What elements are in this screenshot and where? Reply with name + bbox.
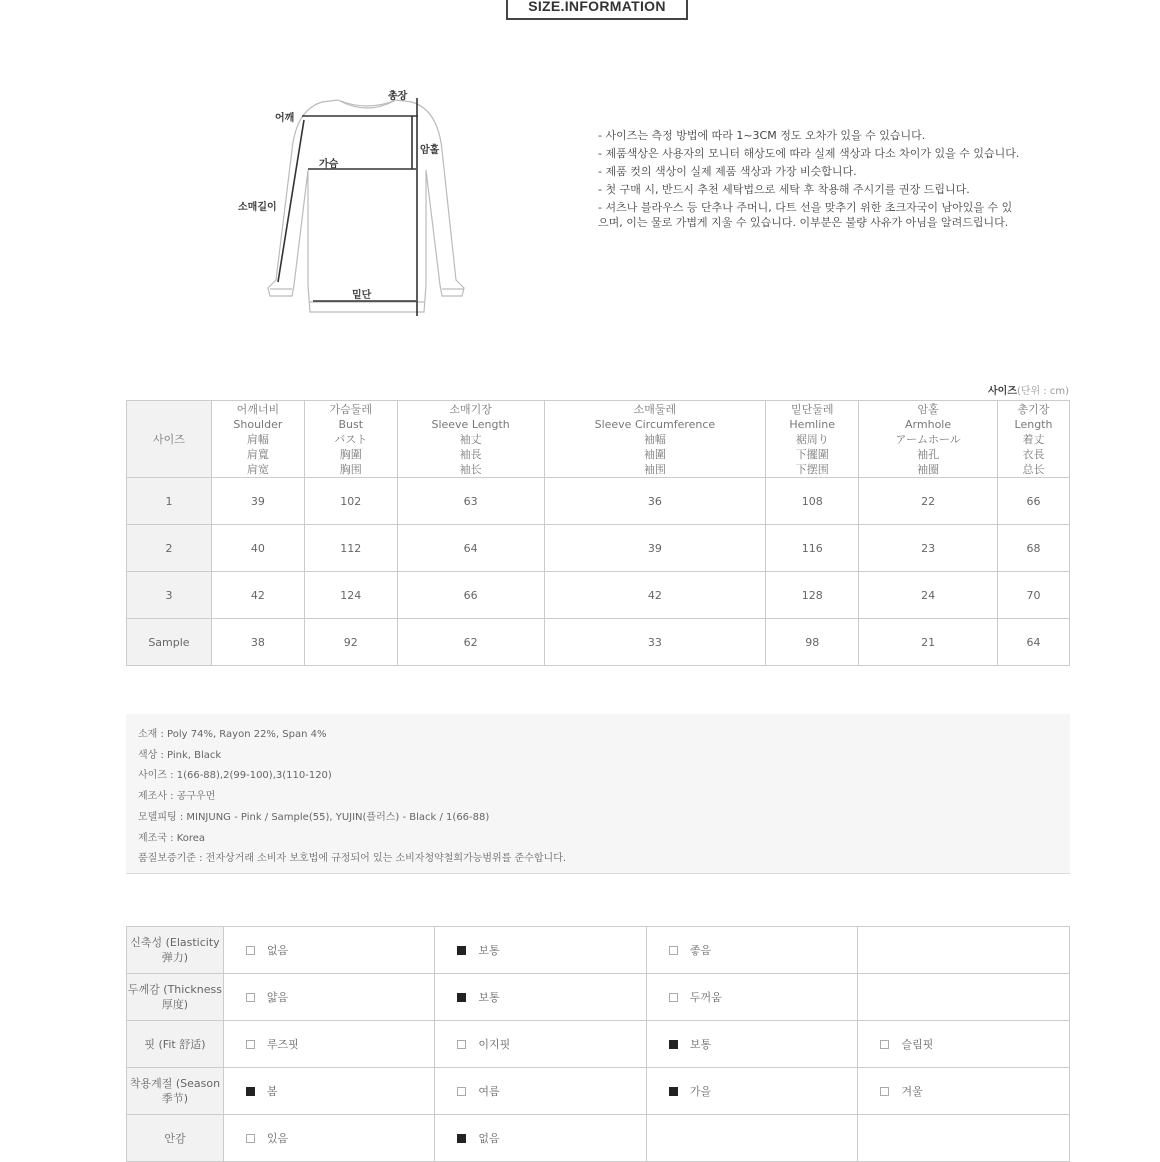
size-name-cell: 3 (127, 572, 212, 619)
table-cell: 24 (859, 572, 998, 619)
option-label: 없음 (266, 944, 289, 957)
info-line: 사이즈 : 1(66-88),2(99-100),3(110-120) (138, 770, 332, 782)
property-option (646, 974, 858, 1021)
size-table-header (127, 401, 1070, 478)
option-label: 이지핏 (478, 1038, 511, 1051)
property-option (223, 974, 435, 1021)
option-label: 여름 (478, 1085, 500, 1098)
table-cell: 63 (397, 478, 544, 525)
size-notes (598, 127, 1068, 229)
unchecked-box-icon (669, 946, 678, 955)
note-line: - 사이즈는 측정 방법에 따라 1~3CM 정도 오차가 있을 수 있습니다. (598, 129, 926, 142)
unchecked-box-icon (669, 993, 678, 1002)
table-cell: 124 (304, 572, 397, 619)
option-label: 슬림핏 (901, 1038, 934, 1051)
size-header-cell: 사이즈 (127, 401, 212, 478)
fabric-properties-table (126, 926, 1070, 1162)
table-cell: 68 (998, 525, 1070, 572)
info-line: 제조사 : 공구우먼 (138, 791, 216, 803)
column-header: 총기장 Length 着丈 衣長 总长 (998, 401, 1070, 478)
checked-box-icon (457, 1134, 466, 1143)
unchecked-box-icon (457, 1040, 466, 1049)
property-label-line: 안감 (164, 1131, 186, 1145)
column-header: 소매기장 Sleeve Length 袖丈 袖長 袖长 (397, 401, 544, 478)
table-cell: 40 (211, 525, 304, 572)
size-name-cell: Sample (127, 619, 212, 666)
table-cell: 42 (211, 572, 304, 619)
property-label-line: 신축성 (Elasticity (130, 936, 220, 949)
table-row (127, 478, 1070, 525)
note-line: - 첫 구매 시, 반드시 추천 세탁법으로 세탁 후 착용해 주시기를 권장 드립니다. (598, 183, 970, 196)
empty-cell (858, 927, 1070, 974)
table-cell: 39 (544, 525, 766, 572)
option-label: 없음 (478, 1132, 500, 1145)
table-cell: 108 (766, 478, 859, 525)
table-cell: 42 (544, 572, 766, 619)
empty-cell (858, 974, 1070, 1021)
option-label: 겨울 (901, 1085, 923, 1098)
empty-cell (646, 1115, 858, 1162)
size-name-cell: 1 (127, 478, 212, 525)
shoulder-label: 어깨 (275, 113, 295, 124)
property-row (127, 927, 1070, 974)
property-label-line: 핏 (Fit 舒适) (144, 1037, 206, 1051)
property-option (223, 1115, 435, 1162)
info-line: 품질보증기준 : 전자상거래 소비자 보호법에 규정되어 있는 소비자청약철회가능범위를 준수합니다. (138, 853, 567, 865)
sleeve-label: 소매길이 (238, 202, 277, 213)
table-cell: 62 (397, 619, 544, 666)
property-option (223, 1068, 435, 1115)
unchecked-box-icon (880, 1087, 889, 1096)
property-row (127, 1115, 1070, 1162)
property-row (127, 1021, 1070, 1068)
armhole-label: 암홀 (420, 145, 440, 156)
column-header: 가슴둘레 Bust バスト 胸圍 胸围 (304, 401, 397, 478)
property-option (435, 1021, 647, 1068)
table-cell: 36 (544, 478, 766, 525)
table-cell: 23 (859, 525, 998, 572)
checked-box-icon (246, 1087, 255, 1096)
property-option (646, 1068, 858, 1115)
column-header: 소매둘레 Sleeve Circumference 袖幅 袖圍 袖围 (544, 401, 766, 478)
property-label-line: 두께감 (Thickness (127, 983, 222, 996)
unit-value: (단위 : cm) (1016, 386, 1070, 397)
property-label-line: 厚度) (161, 998, 189, 1011)
info-line: 색상 : Pink, Black (138, 749, 222, 761)
column-header: 암홀 Armhole アームホール 袖孔 袖圈 (859, 401, 998, 478)
hem-label: 밑단 (352, 290, 372, 301)
note-line: - 제품 컷의 색상이 실제 제품 색상과 가장 비슷합니다. (598, 165, 857, 178)
property-label (127, 1021, 224, 1068)
property-label-line: 弹力) (161, 951, 189, 964)
table-cell: 33 (544, 619, 766, 666)
checked-box-icon (457, 993, 466, 1002)
option-label: 보통 (478, 944, 500, 957)
table-cell: 38 (211, 619, 304, 666)
table-cell: 39 (211, 478, 304, 525)
unit-caption (988, 382, 1069, 397)
column-header: 어깨너비 Shoulder 肩幅 肩寬 肩宽 (211, 401, 304, 478)
unit-label: 사이즈 (988, 386, 1017, 397)
property-label (127, 1068, 224, 1115)
info-line: 제조국 : Korea (138, 832, 206, 844)
property-option (223, 1021, 435, 1068)
property-label-line: 季节) (161, 1092, 189, 1105)
option-label: 얇음 (266, 991, 289, 1004)
column-header: 밑단둘레 Hemline 裾周り 下擺圍 下摆围 (766, 401, 859, 478)
info-line: 모델피팅 : MINJUNG - Pink / Sample(55), YUJIN(플러스) - Black / 1(66-88) (138, 811, 490, 823)
unchecked-box-icon (246, 1134, 255, 1143)
table-cell: 112 (304, 525, 397, 572)
table-row (127, 525, 1070, 572)
product-info-box (126, 714, 1070, 874)
property-row (127, 974, 1070, 1021)
table-cell: 128 (766, 572, 859, 619)
property-option (646, 927, 858, 974)
option-label: 보통 (478, 991, 500, 1004)
property-option (646, 1021, 858, 1068)
property-option (858, 1068, 1070, 1115)
unchecked-box-icon (880, 1040, 889, 1049)
property-label (127, 927, 224, 974)
table-cell: 102 (304, 478, 397, 525)
size-name-cell: 2 (127, 525, 212, 572)
note-line: - 셔츠나 블라우스 등 단추나 주머니, 다트 선을 맞추기 위한 초크자국이 남아있을 수 있 (598, 201, 1013, 214)
table-cell: 66 (397, 572, 544, 619)
unchecked-box-icon (246, 993, 255, 1002)
table-cell: 22 (859, 478, 998, 525)
table-row (127, 572, 1070, 619)
option-label: 있음 (266, 1132, 289, 1145)
table-cell: 66 (998, 478, 1070, 525)
property-option (858, 1021, 1070, 1068)
table-cell: 70 (998, 572, 1070, 619)
property-label (127, 974, 224, 1021)
property-row (127, 1068, 1070, 1115)
option-label: 좋음 (689, 944, 712, 957)
property-option (435, 927, 647, 974)
property-option (435, 1115, 647, 1162)
table-row (127, 619, 1070, 666)
garment-size-diagram (230, 80, 480, 330)
property-label (127, 1115, 224, 1162)
property-option (435, 1068, 647, 1115)
table-cell: 64 (397, 525, 544, 572)
info-line: 소재 : Poly 74%, Rayon 22%, Span 4% (138, 729, 327, 740)
unchecked-box-icon (246, 946, 255, 955)
property-option (435, 974, 647, 1021)
option-label: 두꺼움 (689, 991, 722, 1004)
size-information-title: SIZE.INFORMATION (506, 0, 688, 20)
option-label: 가을 (689, 1085, 712, 1098)
table-cell: 116 (766, 525, 859, 572)
checked-box-icon (669, 1087, 678, 1096)
checked-box-icon (669, 1040, 678, 1049)
property-label-line: 착용계절 (Season (129, 1077, 221, 1090)
note-line: 으며, 이는 물로 가볍게 지울 수 있습니다. 이부분은 불량 사유가 아님을 알려드립니다. (598, 216, 1009, 229)
option-label: 보통 (689, 1038, 712, 1051)
size-table (126, 400, 1070, 666)
option-label: 루즈핏 (266, 1038, 299, 1051)
note-line: - 제품색상은 사용자의 모니터 해상도에 따라 실제 색상과 다소 차이가 있을 수 있습니다. (598, 147, 1020, 160)
unchecked-box-icon (457, 1087, 466, 1096)
table-cell: 21 (859, 619, 998, 666)
checked-box-icon (457, 946, 466, 955)
table-cell: 64 (998, 619, 1070, 666)
option-label: 봄 (266, 1085, 278, 1098)
table-cell: 92 (304, 619, 397, 666)
empty-cell (858, 1115, 1070, 1162)
length-label: 총장 (388, 91, 408, 102)
table-cell: 98 (766, 619, 859, 666)
bust-label: 가슴 (319, 159, 339, 170)
unchecked-box-icon (246, 1040, 255, 1049)
property-option (223, 927, 435, 974)
